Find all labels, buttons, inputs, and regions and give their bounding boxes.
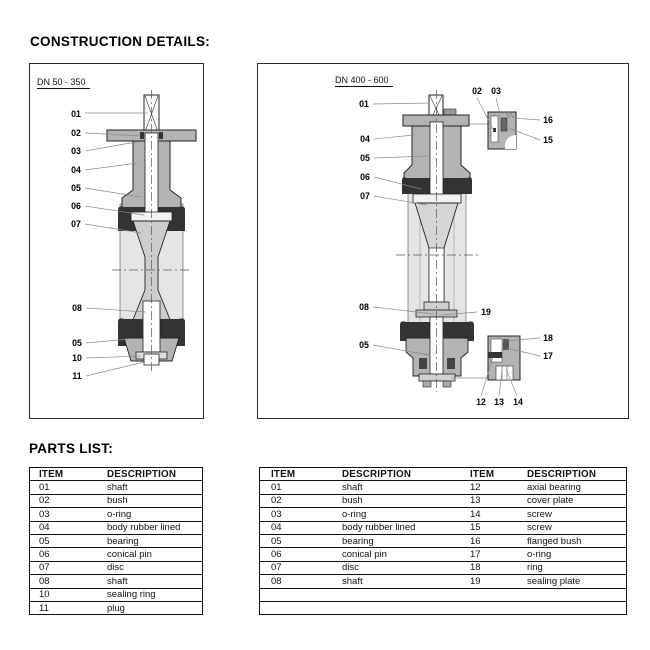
table-cell: 02 <box>260 494 332 507</box>
table-cell: shaft <box>331 481 459 494</box>
callout-06-right: 06 <box>360 172 370 182</box>
table-cell: 08 <box>30 575 108 588</box>
callout-16: 16 <box>543 115 553 125</box>
table-cell: 12 <box>459 481 516 494</box>
table-cell: 19 <box>459 575 516 588</box>
table-cell: bearing <box>331 534 459 547</box>
table-cell: 08 <box>260 575 332 588</box>
table-cell: shaft <box>107 481 203 494</box>
table-row <box>30 521 203 534</box>
table-cell: sealing plate <box>516 575 627 588</box>
parts-table-left <box>29 467 203 615</box>
callout-05: 05 <box>71 183 81 193</box>
table-cell: body rubber lined <box>107 521 203 534</box>
table-cell: flanged bush <box>516 534 627 547</box>
diagram-label-dn400-600: DN 400 - 600 <box>335 75 393 87</box>
table-cell: ring <box>516 561 627 574</box>
table-cell <box>260 588 332 601</box>
table-cell: plug <box>107 601 203 614</box>
table-cell: body rubber lined <box>331 521 459 534</box>
detail-inset-top-bearing <box>469 112 516 149</box>
page-title: CONSTRUCTION DETAILS: <box>30 34 211 49</box>
table-cell: 14 <box>459 508 516 521</box>
table-cell: 10 <box>30 588 108 601</box>
callout-05-right-lower: 05 <box>359 340 369 350</box>
table-cell: axial bearing <box>516 481 627 494</box>
column-header: DESCRIPTION <box>107 468 203 481</box>
table-row <box>30 494 203 507</box>
table-cell: bush <box>107 494 203 507</box>
table-cell: 13 <box>459 494 516 507</box>
table-cell: 18 <box>459 561 516 574</box>
callout-05-right: 05 <box>360 153 370 163</box>
table-row <box>30 508 203 521</box>
callout-03-inset: 03 <box>491 86 501 96</box>
callout-04-right: 04 <box>360 134 370 144</box>
table-row <box>260 481 627 494</box>
callout-17: 17 <box>543 351 553 361</box>
table-cell <box>260 601 332 614</box>
valve-dn50-350-drawing <box>107 90 196 372</box>
table-row <box>260 521 627 534</box>
column-header: DESCRIPTION <box>331 468 459 481</box>
callout-18: 18 <box>543 333 553 343</box>
table-row <box>30 534 203 547</box>
table-cell: screw <box>516 521 627 534</box>
column-header: DESCRIPTION <box>516 468 627 481</box>
callout-11: 11 <box>72 371 82 381</box>
table-cell: screw <box>516 508 627 521</box>
table-cell: o-ring <box>107 508 203 521</box>
parts-list-title: PARTS LIST: <box>29 441 114 456</box>
column-header: ITEM <box>30 468 108 481</box>
callout-07: 07 <box>71 219 81 229</box>
table-cell: 07 <box>260 561 332 574</box>
callout-13: 13 <box>494 397 504 407</box>
table-header-row <box>260 468 627 481</box>
table-cell: shaft <box>107 575 203 588</box>
table-row <box>30 588 203 601</box>
table-cell: cover plate <box>516 494 627 507</box>
callout-01: 01 <box>71 109 81 119</box>
callout-06: 06 <box>71 201 81 211</box>
table-cell: bearing <box>107 534 203 547</box>
table-cell: 01 <box>30 481 108 494</box>
callout-04: 04 <box>71 165 81 175</box>
table-cell <box>459 588 516 601</box>
table-cell: disc <box>107 561 203 574</box>
table-cell: disc <box>331 561 459 574</box>
table-cell: 05 <box>30 534 108 547</box>
table-cell: o-ring <box>331 508 459 521</box>
table-cell: 03 <box>30 508 108 521</box>
callout-02: 02 <box>71 128 81 138</box>
table-row <box>30 561 203 574</box>
callout-15: 15 <box>543 135 553 145</box>
parts-table-right <box>259 467 627 615</box>
table-row <box>260 494 627 507</box>
callout-14: 14 <box>513 397 523 407</box>
table-cell: 16 <box>459 534 516 547</box>
callout-08-right: 08 <box>359 302 369 312</box>
table-cell <box>516 601 627 614</box>
callout-05-lower: 05 <box>72 338 82 348</box>
table-cell: 06 <box>260 548 332 561</box>
table-cell <box>459 601 516 614</box>
table-cell: conical pin <box>331 548 459 561</box>
table-row <box>260 601 627 614</box>
diagram-label-dn50-350: DN 50 - 350 <box>37 77 90 89</box>
table-row <box>260 508 627 521</box>
table-cell: 05 <box>260 534 332 547</box>
table-cell: 03 <box>260 508 332 521</box>
table-cell: 11 <box>30 601 108 614</box>
callout-03: 03 <box>71 146 81 156</box>
table-row <box>260 575 627 588</box>
table-row <box>30 601 203 614</box>
table-row <box>30 548 203 561</box>
table-cell: shaft <box>331 575 459 588</box>
table-cell: o-ring <box>516 548 627 561</box>
callout-08: 08 <box>72 303 82 313</box>
column-header: ITEM <box>260 468 332 481</box>
table-cell <box>331 601 459 614</box>
callout-19: 19 <box>481 307 491 317</box>
column-header: ITEM <box>459 468 516 481</box>
table-cell <box>331 588 459 601</box>
table-cell: 15 <box>459 521 516 534</box>
table-header-row <box>30 468 203 481</box>
table-cell: 07 <box>30 561 108 574</box>
table-row <box>30 575 203 588</box>
table-cell: 06 <box>30 548 108 561</box>
callout-10: 10 <box>72 353 82 363</box>
table-cell: 17 <box>459 548 516 561</box>
table-row <box>260 588 627 601</box>
table-cell: sealing ring <box>107 588 203 601</box>
table-cell: 02 <box>30 494 108 507</box>
table-row <box>30 481 203 494</box>
table-cell: conical pin <box>107 548 203 561</box>
callout-02-inset: 02 <box>472 86 482 96</box>
table-cell: 04 <box>30 521 108 534</box>
table-row <box>260 534 627 547</box>
callout-01-right: 01 <box>359 99 369 109</box>
table-cell <box>516 588 627 601</box>
table-cell: bush <box>331 494 459 507</box>
table-cell: 01 <box>260 481 332 494</box>
table-cell: 04 <box>260 521 332 534</box>
table-row <box>260 548 627 561</box>
callout-07-right: 07 <box>360 191 370 201</box>
table-row <box>260 561 627 574</box>
callout-12: 12 <box>476 397 486 407</box>
